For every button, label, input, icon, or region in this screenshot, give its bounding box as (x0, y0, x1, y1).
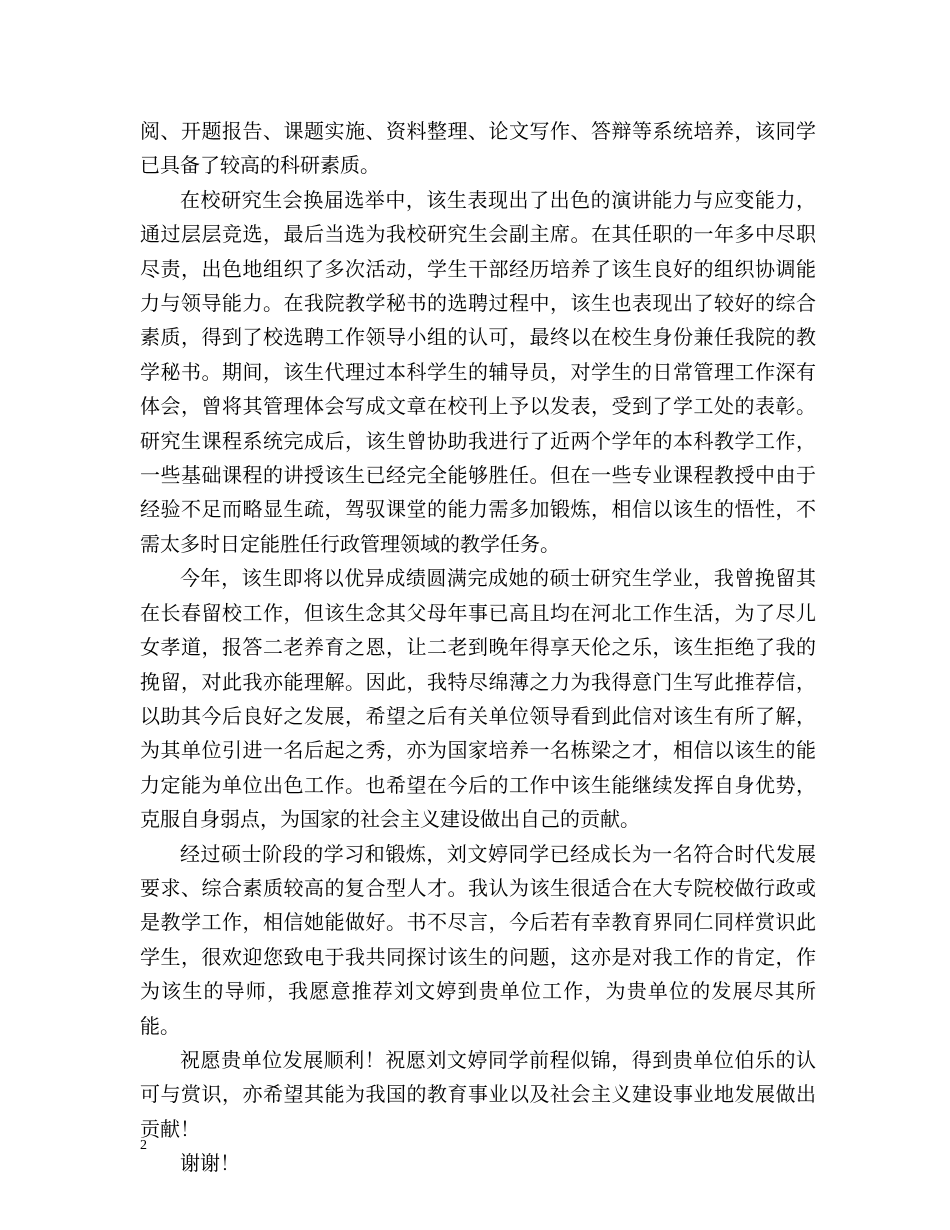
page-number: 2 (140, 1138, 147, 1153)
paragraph-recommendation: 今年，该生即将以优异成绩圆满完成她的硕士研究生学业，我曾挽留其在长春留校工作，但该生念其父母年事已高且均在河北工作生活，为了尽儿女孝道，报答二老养育之恩，让二老到晚年得享天伦之乐，该生拒绝了我的挽留，对此我亦能理解。因此，我特尽绵薄之力为我得意门生写此推荐信，以助其今后良好之发展，希望之后有关单位领导看到此信对该生有所了解，为其单位引进一名后起之秀，亦为国家培养一名栋梁之才，相信以该生的能力定能为单位出色工作。也希望在今后的工作中该生能继续发挥自身优势，克服自身弱点，为国家的社会主义建设做出自己的贡献。 (140, 566, 816, 832)
paragraph-thanks: 谢谢！ (180, 1151, 240, 1176)
paragraph-wishes: 祝愿贵单位发展顺利！祝愿刘文婷同学前程似锦，得到贵单位伯乐的认可与赏识，亦希望其能为我国的教育事业以及社会主义建设事业地发展做出贡献！ (140, 1047, 816, 1141)
paragraph-continuation: 阅、开题报告、课题实施、资料整理、论文写作、答辩等系统培养，该同学已具备了较高的科研素质。 (140, 119, 816, 178)
paragraph-summary: 经过硕士阶段的学习和锻炼，刘文婷同学已经成长为一名符合时代发展要求、综合素质较高的复合型人才。我认为该生很适合在大专院校做行政或是教学工作，相信她能做好。书不尽言，今后若有幸教育界同仁同样赏识此学生，很欢迎您致电于我共同探讨该生的问题，这亦是对我工作的肯定，作为该生的导师，我愿意推荐刘文婷到贵单位工作，为贵单位的发展尽其所能。 (140, 841, 816, 1038)
letter-body (140, 114, 816, 1181)
paragraph-student-union: 在校研究生会换届选举中，该生表现出了出色的演讲能力与应变能力，通过层层竞选，最后当选为我校研究生会副主席。在其任职的一年多中尽职尽责，出色地组织了多次活动，学生干部经历培养了该生良好的组织协调能力与领导能力。在我院教学秘书的选聘过程中，该生也表现出了较好的综合素质，得到了校选聘工作领导小组的认可，最终以在校生身份兼任我院的教学秘书。期间，该生代理过本科学生的辅导员，对学生的日常管理工作深有体会，曾将其管理体会写成文章在校刊上予以发表，受到了学工处的表彰。研究生课程系统完成后，该生曾协助我进行了近两个学年的本科教学工作，一些基础课程的讲授该生已经完全能够胜任。但在一些专业课程教授中由于经验不足而略显生疏，驾驭课堂的能力需多加锻炼，相信以该生的悟性，不需太多时日定能胜任行政管理领域的教学任务。 (140, 187, 816, 556)
